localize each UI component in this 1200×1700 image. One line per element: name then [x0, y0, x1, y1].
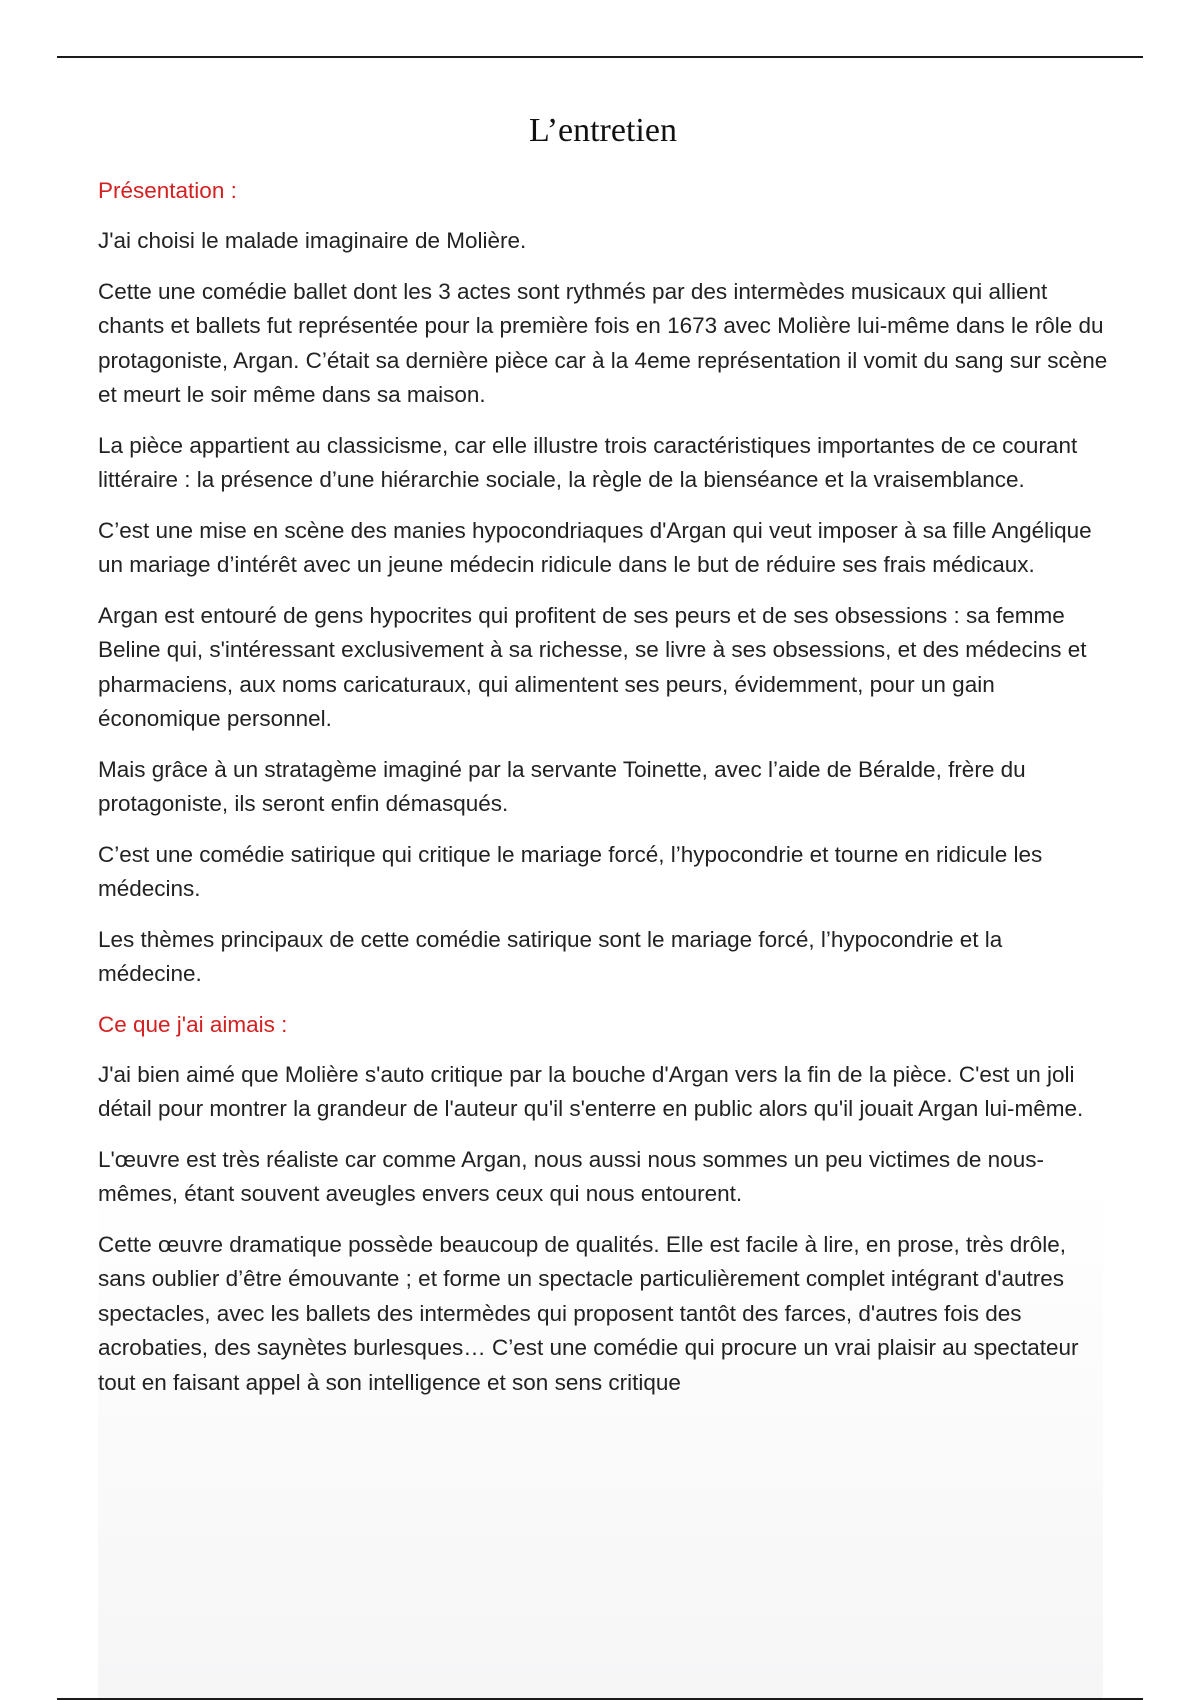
paragraph: La pièce appartient au classicisme, car elle illustre trois caractéristiques importantes de ce courant littéraire : la présence d’une hiérarchie sociale, la règle de la bienséance et la vraisemblance.	[98, 432, 1078, 492]
top-rule	[57, 56, 1143, 58]
paragraph: Les thèmes principaux de cette comédie satirique sont le mariage forcé, l’hypocondrie et la médecine.	[98, 926, 1003, 986]
paragraph: Argan est entouré de gens hypocrites qui profitent de ses peurs et de ses obsessions : sa femme Beline qui, s'intéressant exclusivement à sa richesse, se livre à ses obsessions, et des médecins et pharmaciens, aux noms caricaturaux, qui alimentent ses peurs, évidemment, pour un gain économique personnel.	[98, 602, 1087, 731]
paragraph: C’est une mise en scène des manies hypocondriaques d'Argan qui veut imposer à sa fille Angélique un mariage d’intérêt avec un jeune médecin ridicule dans le but de réduire ses frais médicaux.	[98, 517, 1092, 577]
paragraph: C’est une comédie satirique qui critique le mariage forcé, l’hypocondrie et tourne en ridicule les médecins.	[98, 841, 1043, 901]
document-title: L’entretien	[529, 112, 677, 149]
paragraph: Cette œuvre dramatique possède beaucoup de qualités. Elle est facile à lire, en prose, très drôle, sans oublier d’être émouvante ; et forme un spectacle particulièrement complet intégrant d'autres spectacles, avec les ballets des intermèdes qui proposent tantôt des farces, d'autres fois des acrobaties, des saynètes burlesques… C’est une comédie qui procure un vrai plaisir au spectateur tout en faisant appel à son intelligence et son sens critique	[98, 1231, 1079, 1395]
paragraph: L'œuvre est très réaliste car comme Argan, nous aussi nous sommes un peu victimes de nous-mêmes, étant souvent aveugles envers ceux qui nous entourent.	[98, 1146, 1044, 1206]
document-body	[98, 108, 1108, 1416]
section-heading-liked: Ce que j'ai aimais :	[98, 1011, 288, 1037]
paragraph: J'ai bien aimé que Molière s'auto critique par la bouche d'Argan vers la fin de la pièce. C'est un joli détail pour montrer la grandeur de l'auteur qu'il s'enterre en public alors qu'il jouait Argan lui-même.	[98, 1061, 1084, 1121]
section-heading-presentation: Présentation :	[98, 178, 237, 203]
paragraph: J'ai choisi le malade imaginaire de Molière.	[98, 228, 527, 253]
paragraph: Mais grâce à un stratagème imaginé par la servante Toinette, avec l’aide de Béralde, frère du protagoniste, ils seront enfin démasqués.	[98, 756, 1026, 816]
paragraph: Cette une comédie ballet dont les 3 actes sont rythmés par des intermèdes musicaux qui allient chants et ballets fut représentée pour la première fois en 1673 avec Molière lui-même dans le rôle du protagoniste, Argan. C’était sa dernière pièce car à la 4eme représentation il vomit du sang sur scène et meurt le soir même dans sa maison.	[98, 278, 1108, 407]
